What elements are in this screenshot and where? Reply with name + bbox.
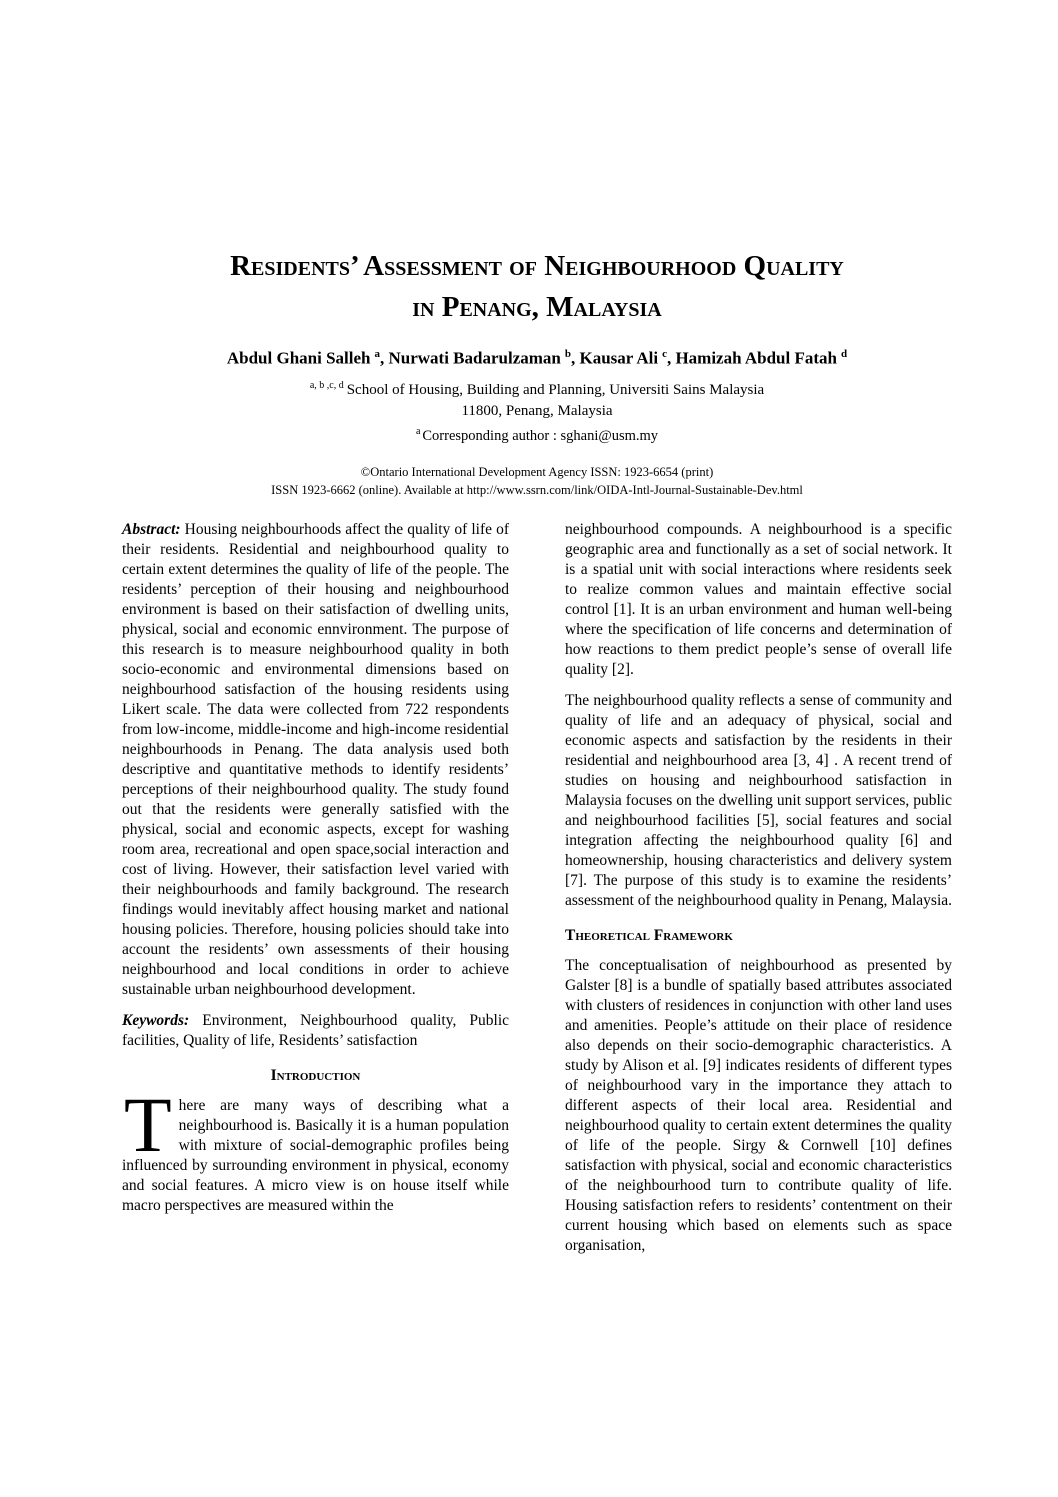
body-paragraph: neighbourhood compounds. A neighbourhood is a specific geographic area and functionally as a set of social network. It is a spatial unit with social interactions where residents seek to realize common values and maintain effective social control [1]. It is an urban environment and human well-being where the specification of life concerns and determination of how reactions to them predict people’s sense of overall life quality [2].: [565, 521, 952, 679]
left-column: [122, 520, 509, 1267]
abstract-paragraph: [122, 520, 509, 1000]
abstract-text: Housing neighbourhoods affect the quality of life of their residents. Residential and neighbourhood quality to certain extent determines the quality of life of the people. The residents’ perception of their housing and neighbourhood environment is based on their satisfaction of dwelling units, physical, social and economic ennvironment. The purpose of this research is to measure neighbourhood quality in both socio-economic and environmental dimensions based on neighbourhood satisfaction of the housing residents using Likert scale. The data were collected from 722 respondents from low-income, middle-income and high-income residential neighbourhoods in Penang. The data analysis used both descriptive and quantitative methods to identify residents’ perceptions of their neighbourhood quality. The study found out that the residents were generally satisfied with the physical, social and economic aspects, except for washing room area, recreational and open space,social interaction and cost of living. However, their satisfaction level varied with their neighbourhoods and family background. The research findings would inevitably affect housing market and national housing policies. Therefore, housing policies should take into account the residents’ own assessments of their housing neighbourhood and local conditions in order to achieve sustainable urban neighbourhood development.: [122, 521, 509, 999]
paper-title: [122, 246, 952, 328]
right-column: [565, 520, 952, 1267]
paper-title-line2: in Penang, Malaysia: [412, 291, 662, 323]
author-separator: ,: [666, 348, 676, 368]
body-paragraph: The neighbourhood quality reflects a sense of community and quality of life and an adequacy of physical, social and economic aspects and satisfaction by the residents in their residential and neighbourhood area [3, 4] . A recent trend of studies on housing and neighbourhood satisfaction in Malaysia focuses on the dwelling unit support services, public and neighbourhood facilities [5], social features and social integration affecting the neighbourhood quality [6] and homeownership, housing characteristics and delivery system [7]. The purpose of this study is to examine the residents’ assessment of the neighbourhood quality in Penang, Malaysia.: [565, 692, 953, 910]
two-column-body: [122, 520, 952, 1267]
author-superscript: a: [374, 348, 380, 360]
corresponding-superscript: a: [415, 425, 421, 437]
paper-title-line1: Residents’ Assessment of Neighbourhood Quality: [230, 250, 844, 282]
author-separator: ,: [379, 348, 389, 368]
keywords-text: Environment, Neighbourhood quality, Public facilities, Quality of life, Residents’ satisfaction: [122, 1012, 510, 1050]
corresponding-text: Corresponding author : sghani@usm.my: [422, 427, 659, 444]
abstract-label: Abstract:: [122, 521, 181, 539]
author-superscript: d: [841, 348, 848, 360]
introduction-heading: Introduction: [270, 1067, 361, 1085]
author-superscript: c: [662, 348, 667, 360]
theoretical-framework-heading: Theoretical Framework: [565, 927, 733, 945]
drop-cap: T: [124, 1081, 172, 1169]
introduction-text: here are many ways of describing what a neighbourhood is. Basically it is a human population with mixture of social-demographic profiles being influenced by surrounding environment in physical, economy and social features. A micro view is on house itself while macro perspectives are measured within the: [122, 1097, 509, 1215]
address-line: 11800, Penang, Malaysia: [461, 402, 613, 419]
affiliation-line: [122, 375, 952, 401]
body-paragraph: The conceptualisation of neighbourhood as presented by Galster [8] is a bundle of spatially based attributes associated with clusters of residences in conjunction with other land uses and amenities. People’s attitude on their place of residence also depends on their socio-demographic characteristics. A study by Alison et al. [9] indicates residents of different types of neighbourhood vary in the importance they attach to different aspects of their local area. Residential and neighbourhood quality to certain extent determines the quality of life of the people. Sirgy & Cornwell [10] defines satisfaction with physical, social and economic characteristics of the neighbourhood turn to contribute quality of life. Housing satisfaction refers to residents’ contentment on their current housing which based on elements such as space organisation,: [565, 957, 952, 1255]
author-name: Abdul Ghani Salleh: [226, 348, 371, 368]
corresponding-author-line: [122, 422, 952, 446]
authors-line: [122, 348, 952, 369]
keywords-label: Keywords:: [122, 1012, 190, 1030]
introduction-paragraph: [122, 1081, 509, 1216]
author-name: Kausar Ali: [579, 348, 659, 368]
issn-line-print: ©Ontario International Development Agency ISSN: 1923-6654 (print): [360, 465, 714, 480]
affiliation-text: School of Housing, Building and Planning, Universiti Sains Malaysia: [346, 381, 765, 398]
affiliation-superscript: a, b ,c, d: [309, 379, 344, 391]
author-name: Hamizah Abdul Fatah: [675, 348, 837, 368]
keywords-paragraph: [122, 1011, 509, 1051]
author-superscript: b: [564, 348, 571, 360]
issn-block: [122, 464, 952, 499]
author-name: Nurwati Badarulzaman: [388, 348, 561, 368]
issn-line-online: ISSN 1923-6662 (online). Available at http://www.ssrn.com/link/OIDA-Intl-Journal-Sustainable-Dev.html: [271, 482, 803, 497]
author-separator: ,: [570, 348, 580, 368]
